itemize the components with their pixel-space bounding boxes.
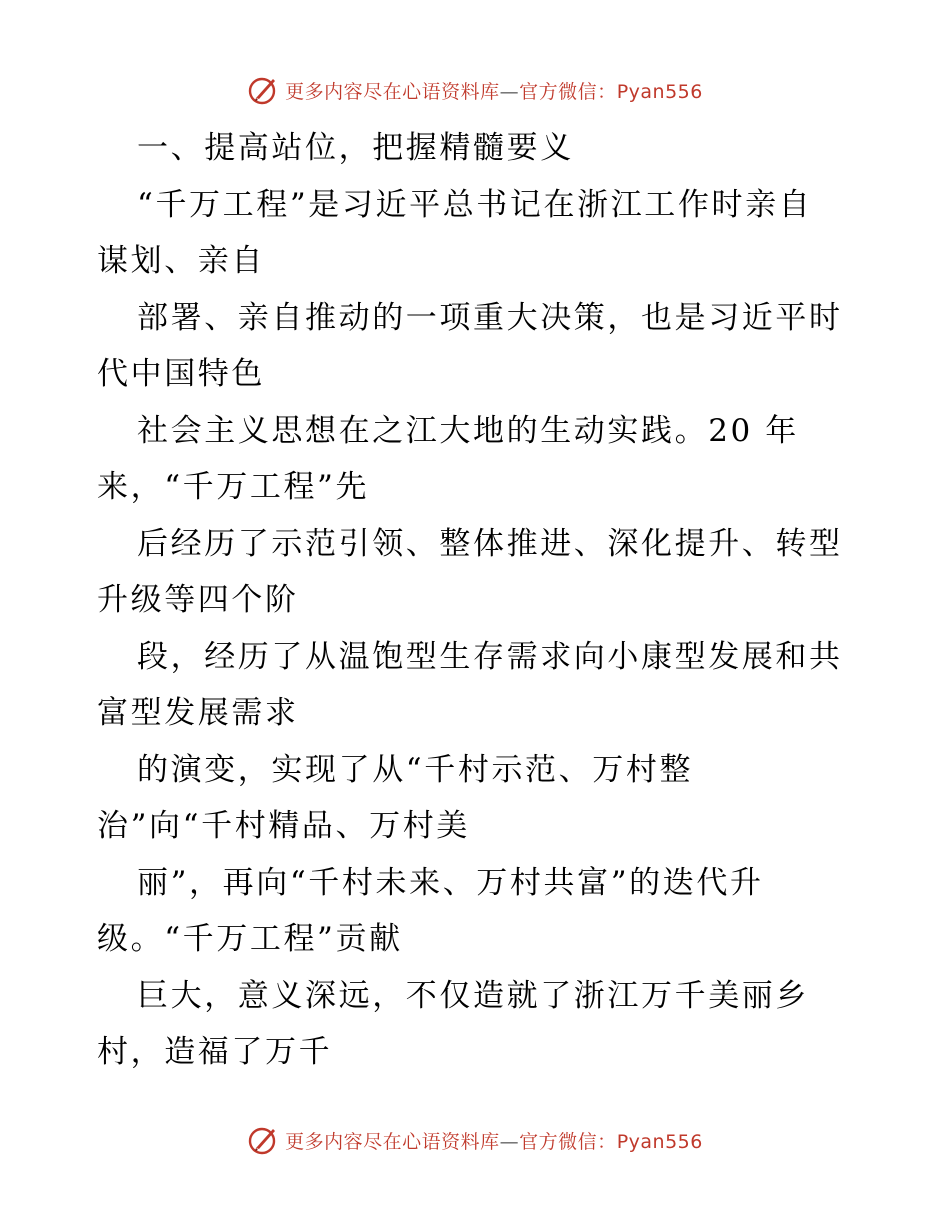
paragraph-line: 段，经历了从温饱型生存需求向小康型发展和共 bbox=[137, 638, 843, 675]
paragraph-line: 巨大，意义深远，不仅造就了浙江万千美丽乡 bbox=[137, 977, 809, 1014]
section-heading: 一、提高站位，把握精髓要义 bbox=[137, 130, 574, 166]
paragraph-line: 丽”，再向“千村未来、万村共富”的迭代升 bbox=[137, 864, 764, 901]
paragraph-line: 社会主义思想在之江大地的生动实践。20 年 bbox=[137, 412, 799, 449]
paragraph-line: 代中国特色 bbox=[97, 356, 265, 392]
paragraph-line: 部署、亲自推动的一项重大决策，也是习近平时 bbox=[137, 299, 843, 336]
header-watermark bbox=[0, 70, 950, 110]
quill-pen-in-circle-icon bbox=[247, 1124, 279, 1156]
quill-pen-in-circle-icon bbox=[247, 74, 279, 106]
watermark-text: 更多内容尽在心语资料库—官方微信：Pyan556 bbox=[285, 1130, 703, 1153]
paragraph-line: 来，“千万工程”先 bbox=[97, 469, 370, 505]
paragraph-line: 富型发展需求 bbox=[97, 695, 299, 731]
footer-watermark bbox=[0, 1120, 950, 1160]
paragraph-line: 村，造福了万千 bbox=[97, 1034, 333, 1070]
paragraph-line: “千万工程”是习近平总书记在浙江工作时亲自 bbox=[137, 186, 813, 223]
paragraph-line: 级。“千万工程”贡献 bbox=[97, 921, 403, 957]
paragraph-line: 治”向“千村精品、万村美 bbox=[97, 808, 470, 844]
document-body bbox=[97, 120, 857, 1081]
paragraph-line: 谋划、亲自 bbox=[97, 243, 265, 279]
watermark-text: 更多内容尽在心语资料库—官方微信：Pyan556 bbox=[285, 80, 703, 103]
paragraph-line: 的演变，实现了从“千村示范、万村整 bbox=[137, 751, 694, 788]
paragraph-line: 升级等四个阶 bbox=[97, 582, 299, 618]
paragraph-line: 后经历了示范引领、整体推进、深化提升、转型 bbox=[137, 525, 843, 562]
